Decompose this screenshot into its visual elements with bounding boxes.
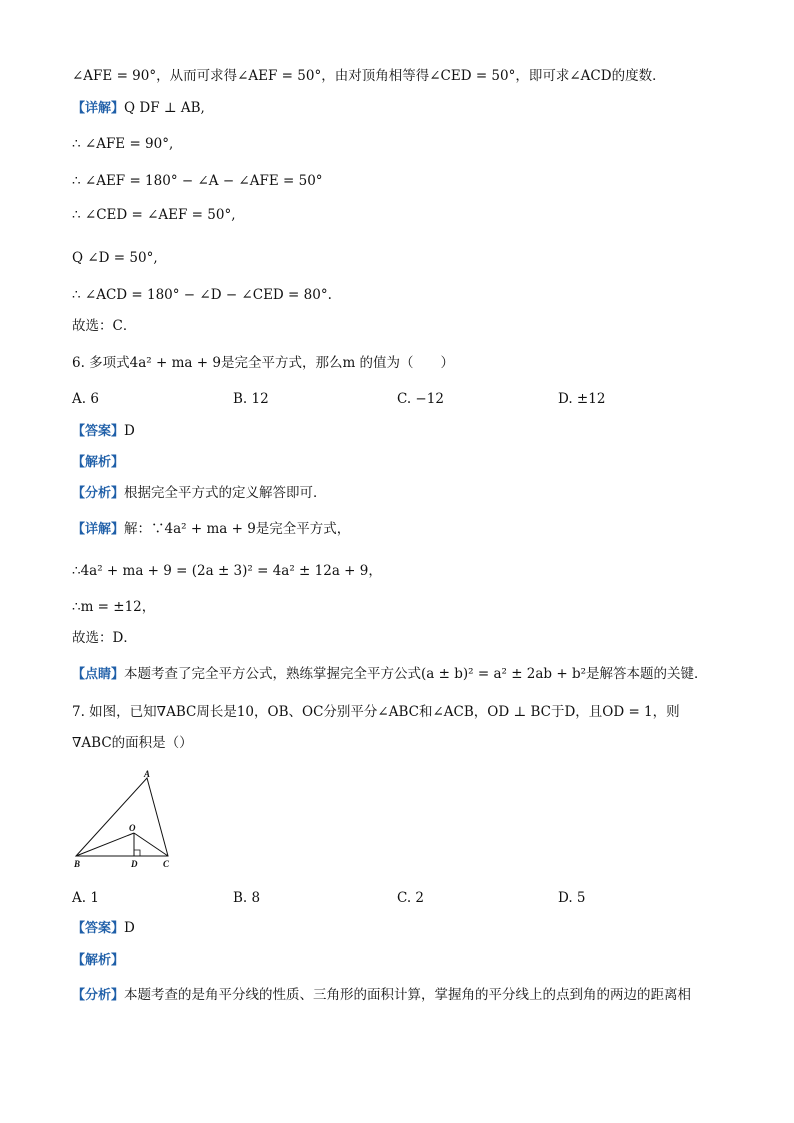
q6-step-1: ∴4a² + ma + 9 = (2a ± 3)² = 4a² ± 12a + 9， [72, 563, 382, 579]
q7-fenxi-line [72, 985, 691, 1006]
fenxi-tag: 【分析】 [72, 988, 125, 1003]
q7-answer-line [72, 918, 135, 939]
q7-option-d: D. 5 [558, 890, 586, 906]
right-angle-mark [134, 850, 140, 856]
q6-stem: 6. 多项式4a² + ma + 9是完全平方式，那么m 的值为（ ） [72, 355, 455, 371]
answer-value: D [124, 423, 135, 439]
q5-step-2: ∴ ∠AEF = 180° − ∠A − ∠AFE = 50° [72, 173, 323, 189]
q5-step-4: Q ∠D = 50°, [72, 250, 158, 266]
q6-option-a: A. 6 [72, 391, 99, 407]
label-a: A [144, 769, 151, 779]
fenxi-tag: 【分析】 [72, 486, 125, 501]
triangle-figure [72, 768, 184, 872]
q5-step-1: ∴ ∠AFE = 90°, [72, 136, 174, 152]
answer-tag: 【答案】 [72, 921, 125, 936]
q7-option-a: A. 1 [72, 890, 99, 906]
q7-option-c: C. 2 [397, 890, 425, 906]
fenxi-text: 根据完全平方式的定义解答即可． [124, 485, 327, 501]
comment-tag: 【点睛】 [72, 667, 125, 682]
q7-stem-line-1: 7. 如图，已知∇ABC周长是10，OB、OC分别平分∠ABC和∠ACB，OD ⊥ BC于D，且OD = 1，则 [72, 704, 680, 720]
segment-ob [76, 833, 134, 856]
answer-tag: 【答案】 [72, 424, 125, 439]
q6-option-c: C. −12 [397, 391, 444, 407]
q6-step-2: ∴m = ±12， [72, 599, 156, 615]
comment-text: 本题考查了完全平方公式，熟练掌握完全平方公式(a ± b)² = a² ± 2ab + b²是解答本题的关键． [124, 666, 708, 682]
q6-option-b: B. 12 [233, 391, 269, 407]
detail-text: 解：∵4a² + ma + 9是完全平方式， [124, 521, 351, 537]
label-c: C [163, 859, 170, 869]
q6-comment-line [72, 664, 708, 685]
answer-value: D [124, 920, 135, 936]
analysis-tag: 【解析】 [72, 455, 125, 470]
analysis-tag: 【解析】 [72, 953, 125, 968]
fenxi-text: 本题考查的是角平分线的性质、三角形的面积计算，掌握角的平分线上的点到角的两边的距离相 [124, 987, 692, 1003]
q7-analysis-line [72, 950, 124, 971]
detail-tag: 【详解】 [72, 522, 125, 537]
label-o: O [129, 823, 136, 833]
label-b: B [74, 859, 81, 869]
triangle-abc [76, 778, 168, 856]
q5-step-3: ∴ ∠CED = ∠AEF = 50°, [72, 207, 236, 223]
detail-tag: 【详解】 [72, 101, 125, 116]
q7-stem-line-2: ∇ABC的面积是（） [72, 735, 193, 751]
q5-detail-line [72, 98, 205, 119]
intro-line: ∠AFE = 90°，从而可求得∠AEF = 50°，由对顶角相等得∠CED = 50°，即可求∠ACD的度数． [72, 68, 666, 84]
q5-choice: 故选：C． [72, 318, 137, 334]
q6-option-d: D. ±12 [558, 391, 606, 407]
q6-choice: 故选：D． [72, 630, 137, 646]
detail-text: Q DF ⊥ AB, [124, 100, 205, 116]
q6-fenxi-line [72, 483, 327, 504]
q5-step-5: ∴ ∠ACD = 180° − ∠D − ∠CED = 80°. [72, 287, 332, 303]
q6-detail-line [72, 519, 350, 540]
label-d: D [131, 859, 138, 869]
q7-option-b: B. 8 [233, 890, 261, 906]
q6-answer-line [72, 421, 135, 442]
q6-analysis-line [72, 452, 124, 473]
